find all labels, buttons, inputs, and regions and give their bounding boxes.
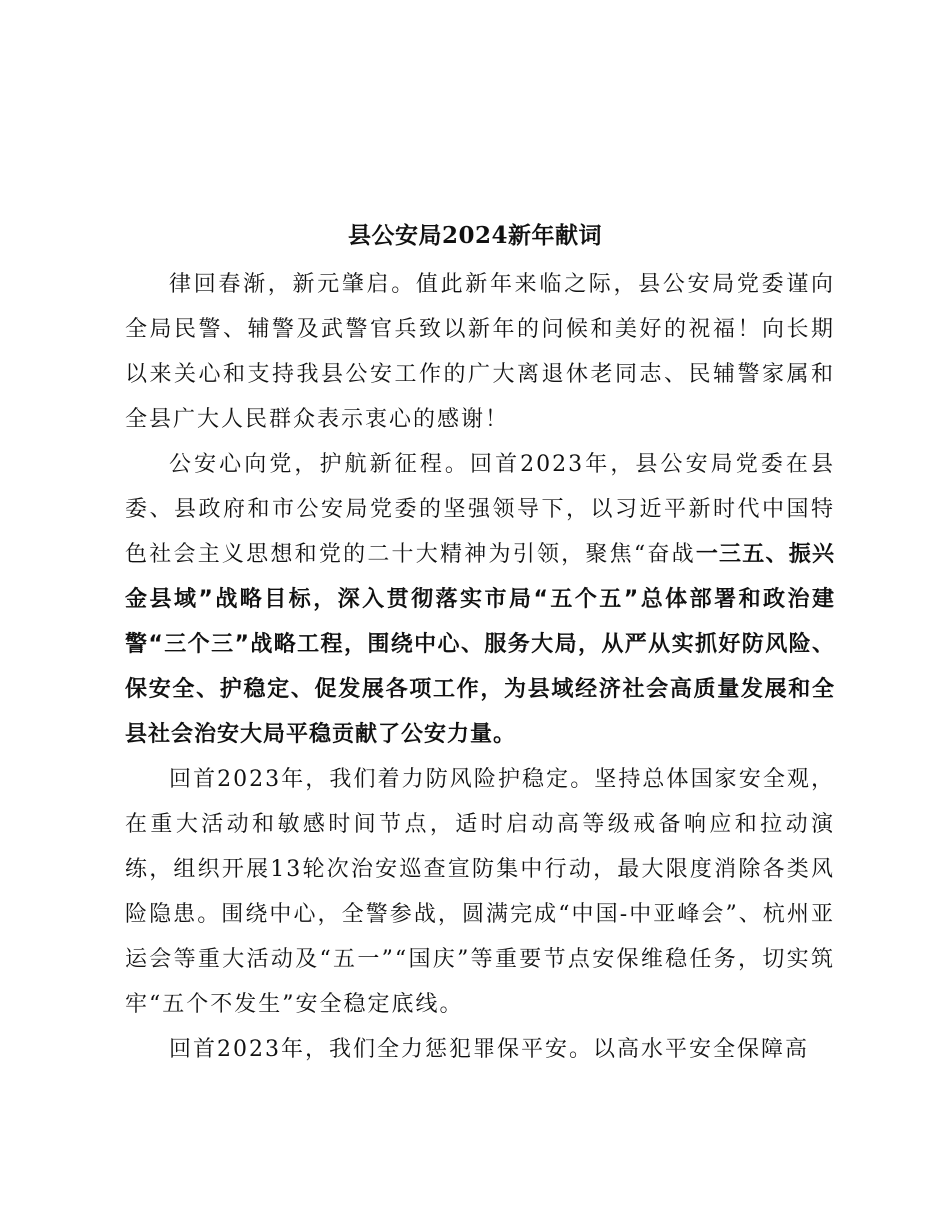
paragraph-review-plain-text: 公安心向党，护航新征程。回首2023年，县公安局党委在县委、县政府和市公安局党委的坚强领导下，以习近平新时代中国特色社会主义思想和党的二十大精神为引领，聚焦“奋战 [125, 452, 835, 567]
paragraph-review-bold-text: 一三五、振兴金县域”战略目标，深入贯彻落实市局“五个五”总体部署和政治建警“三个三”战略工程，围绕中心、服务大局，从严从实抓好防风险、保安全、护稳定、促发展各项工作，为县域经济社会高质量发展和全县社会治安大局平稳贡献了公安力量。 [125, 542, 835, 747]
paragraph-crime-fighting: 回首2023年，我们全力惩犯罪保平安。以高水平安全保障高 [169, 1037, 809, 1062]
document-title: 县公安局2024新年献词 [347, 222, 602, 249]
paragraph-greeting: 律回春渐，新元肇启。值此新年来临之际，县公安局党委谨向全局民警、辅警及武警官兵致以新年的问候和美好的祝福！向长期以来关心和支持我县公安工作的广大离退休老同志、民辅警家属和全县广大人民群众表示衷心的感谢！ [125, 272, 835, 432]
paragraph-risk-prevention: 回首2023年，我们着力防风险护稳定。坚持总体国家安全观，在重大活动和敏感时间节点，适时启动高等级戒备响应和拉动演练，组织开展13轮次治安巡查宣防集中行动，最大限度消除各类风险隐患。围绕中心，全警参战，圆满完成“中国-中亚峰会”、杭州亚运会等重大活动及“五一”“国庆”等重要节点安保维稳任务，切实筑牢“五个不发生”安全稳定底线。 [125, 767, 835, 1017]
paragraph-review-overview [125, 442, 835, 757]
document-body [125, 262, 835, 1072]
